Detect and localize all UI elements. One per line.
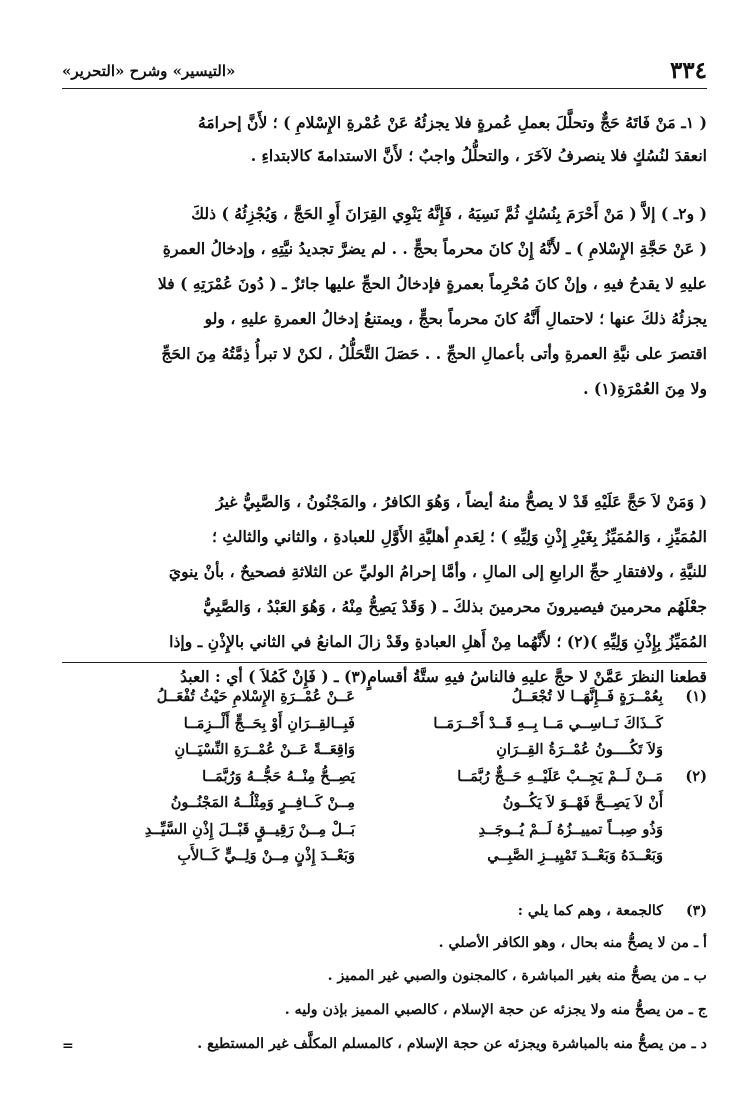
page-number: ٣٣٤ — [669, 57, 707, 84]
running-title: «التيسير» وشرح «التحرير» — [62, 62, 236, 80]
verse-line — [62, 847, 707, 874]
first-hemistich: وَلاَ تَكُــــونُ عُمْــرَةُ القِــرَانِ — [496, 741, 663, 758]
footnote-item-text: د ـ من يصحُّ منه بالمباشرة ويجزئه عن حجة الإسلام ، كالمسلم المكلَّف غير المستطيع . — [197, 1036, 707, 1052]
text-line: ولا مِنَ العُمْرَةِ(١) . — [583, 379, 707, 398]
second-hemistich: بَــلْ مِــنْ رَقِيــقٍ قَبْــلَ إِذْنِ السَّيِّــدِ — [144, 820, 355, 838]
second-hemistich: عَــنْ عُمْــرَةِ الإِسْلامِ حَيْثُ تُفْعَــلُ — [156, 688, 355, 705]
text-line: جعْلَهُم محرمينَ فيصيرونَ محرمينَ بذلكَ ـ ( وَقَدْ يَصِحُّ مِنْهُ ، وَهُوَ العَبْدُ ، وَالصَّبِيُّ — [203, 597, 707, 616]
footnote-intro: كالجمعة ، وهم كما يلي : — [517, 903, 663, 919]
first-hemistich: وَبَعْــدَهُ وَبَعْــدَ تَمْيِيــزِ الصَّبِــي — [487, 847, 663, 864]
text-line: ( ١ـ مَنْ فَاتَهُ حَجٌّ وتحلَّلَ بعملِ عُمرةٍ فلا يجزئُهُ عَنْ عُمْرةِ الإِسْلامِ ) ؛ لأَنَّ إحرامَهُ — [197, 113, 707, 132]
footnote-number: (١) — [685, 688, 707, 705]
footnote-separator — [62, 662, 707, 663]
header-rule — [62, 88, 707, 89]
paragraph-1 — [62, 106, 707, 172]
first-hemistich: كَــذَاكَ نَــاسِــي مَــا بِــهِ قَــدْ أَحْــرَمَــا — [433, 714, 663, 732]
second-hemistich: وَاقِعَــةً عَــنْ عُمْــرَةِ النِّسْيَــانِ — [174, 741, 355, 758]
first-hemistich: بِعُمْــرَةٍ فَــإِنَّهَــا لا تُجْعَــلُ — [511, 688, 663, 705]
text-line: ( وَمَنْ لاَ حَجَّ عَلَيْهِ قَدْ لا يصحُّ منهُ أيضاً ، وَهُوَ الكافرُ ، والمَجْنُونُ ، وَالصَّبِيُّ غيرُ — [215, 492, 707, 511]
text-line: للنيَّةِ ، ولافتقارِ حجِّ الرابعِ إلى المالِ ، وأمَّا إحرامُ الوليِّ عن الثلاثةِ فصحيحٌ ، بأنْ ينويَ — [168, 562, 707, 581]
paragraph-2 — [62, 196, 707, 406]
second-hemistich: فَبِــالقِــرَانِ أَوْ بِحَــجٍّ أَلْــزِمَــا — [183, 714, 355, 732]
footnote-number: (٢) — [685, 767, 707, 785]
second-hemistich: مِــنْ كَــافِــرٍ وَمِثْلُــهُ المَجْنُــونُ — [170, 794, 355, 811]
verse-line — [62, 821, 707, 848]
verse-line — [62, 794, 707, 821]
footnote-verses — [62, 688, 707, 874]
text-line: عليهِ لا يقدحُ فيهِ ، وإنْ كانَ مُحْرِماً بعمرةٍ فإدخالُ الحجِّ عليها جائزٌ ـ ( دُونَ عُمْرَتِهِ ) فلا — [157, 274, 707, 293]
page-header — [62, 58, 707, 84]
footnote-item-text: ب ـ من يصحُّ منه بغير المباشرة ، كالمجنون والصبي غير المميز . — [327, 968, 707, 984]
text-line: قطعنا النظرَ عَمَّنْ لا حجَّ عليهِ فالناسُ فيهِ ستَّةُ أقسامٍ(٣) ـ ( فَإِنْ كَمُلاَ ) أي : العبدُ — [180, 667, 707, 686]
second-hemistich: وَبَعْــدَ إِذْنٍ مِــنْ وَلِــيٍّ كَــالأَبِ — [177, 847, 355, 864]
verse-line — [62, 688, 707, 715]
first-hemistich: مَــنْ لَــمْ يَجِــبْ عَلَيْــهِ حَــجٌّ رُبَّمَــا — [457, 767, 663, 785]
footnote-item-text: أ ـ من لا يصحُّ منه بحال ، وهو الكافر الأصلي . — [438, 935, 707, 951]
verse-line — [62, 741, 707, 768]
footnote-item-text: ج ـ من يصحُّ منه ولا يجزئه عن حجة الإسلام ، كالصبي المميز بإذن وليه . — [284, 1002, 707, 1018]
text-line: ( عَنْ حَجَّةِ الإِسْلامِ ) ـ لأَنَّهُ إِنْ كانَ محرماً بحجٍّ . . لم يضرَّ تجديدُ نيَّتِهِ ، وإدخالُ العمرةِ — [162, 239, 707, 258]
continued-mark: = — [62, 1038, 74, 1054]
verse-line — [62, 715, 707, 742]
footnote-number: (٣) — [685, 903, 707, 919]
footnote-3 — [62, 903, 707, 925]
second-hemistich: يَصِــحُّ مِنْــهُ حَجُّــهُ وَرُبَّمَــا — [202, 767, 355, 785]
text-line: انعقدَ لنُسُكٍ فلا ينصرفُ لآخَرَ ، والتحلُّلُ واجبٌ ؛ لأَنَّ الاستدامةَ كالابتداءِ . — [250, 146, 707, 165]
text-line: المُمَيِّزِ ، وَالمُمَيِّزُ بِغَيْرِ إِذْنِ وَلِيِّهِ ) ؛ لِعَدمِ أهليَّةِ الأَوَّلِ للعبادةِ ، والثاني والثالثِ ؛ — [212, 527, 707, 546]
first-hemistich: أَنْ لاَ يَصِــحَّ فَهْــوَ لاَ يَكُــونُ — [502, 794, 663, 811]
first-hemistich: وَذُو صِبــاً تمييــزُهُ لَــمْ يُــوجَــدِ — [478, 820, 663, 838]
text-line: يجزئُهُ ذلكَ عنها ؛ لاحتمالِ أَنَّهُ كانَ محرماً بحجٍّ ، ويمتنعُ إدخالُ العمرةِ عليهِ ، ولو — [204, 309, 707, 328]
text-line: ( و٢ـ ) إلاَّ ( مَنْ أَحْرَمَ بِنُسُكٍ ثُمَّ نَسِيَهُ ، فَإِنَّهُ يَنْوِي القِرَانَ أَوِ الحَجَّ ، وَيُجْزِئُهُ ) ذلكَ — [191, 204, 707, 223]
verse-line — [62, 768, 707, 795]
text-line: اقتصرَ على نيَّةِ العمرةِ وأتى بأعمالِ الحجِّ . . حَصَلَ التَّحَلُّلُ ، لكنْ لا تبرأُ ذِمَّتُهُ مِنَ الحَجِّ — [161, 344, 707, 363]
text-line: المُمَيِّزُ بِإِذْنِ وَلِيِّهِ )(٢) ؛ لأَنَّهُما مِنْ أَهلِ العبادةِ وقَدْ زالَ المانعُ في الثاني بالإِذْنِ ـ وإذا — [169, 632, 707, 651]
